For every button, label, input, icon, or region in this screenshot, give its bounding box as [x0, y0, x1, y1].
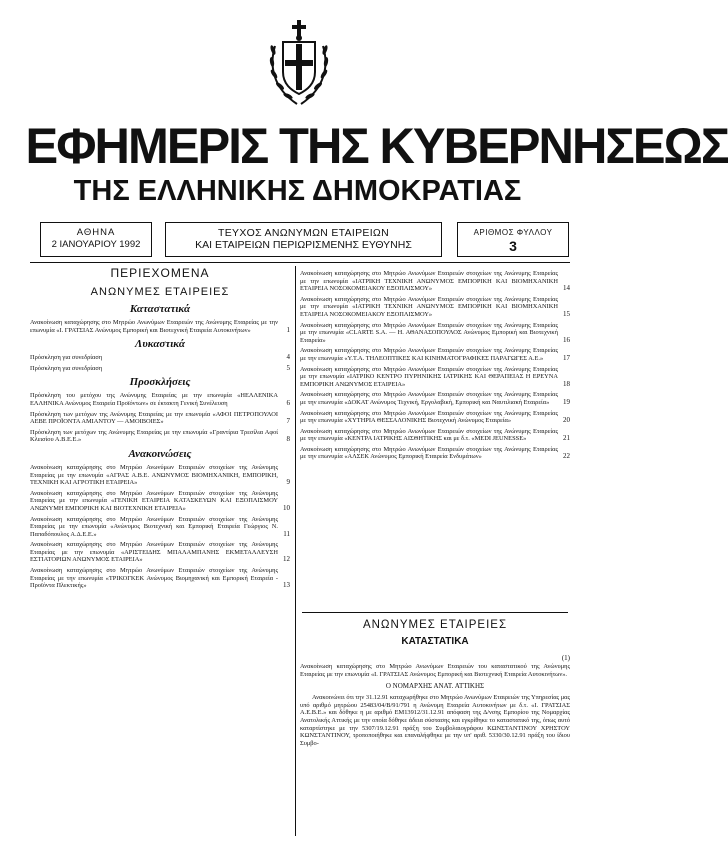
- toc-entry: [30, 567, 290, 590]
- toc-category-title: Προσκλήσεις: [129, 376, 191, 389]
- toc-entry-text: Ανακοίνωση καταχώρησης στο Μητρώο Ανωνύμων Εταιρειών στοιχείων της Ανώνυμης Εταιρείας με την επωνυμία «ΑΛΣΕΚ Ανώνυμος Εμπορική Εταιρεία Ενδυμάτων»: [300, 445, 558, 461]
- toc-entry-text: Πρόσκληση του μετόχου της Ανώνυμης Εταιρείας με την επωνυμία «ΗΕΛΛΕΝΙΚΑ ΕΛΛΗΝΙΚΑ Ανώνυμος Εταιρεία Προϊόντων» σε έκτακτη Γενική Συνέλευση: [30, 392, 278, 407]
- toc-entry-page: 8: [286, 435, 290, 444]
- toc-section-title: ΑΝΩΝΥΜΕΣ ΕΤΑΙΡΕΙΕΣ: [90, 286, 230, 298]
- toc-entry: [300, 428, 570, 443]
- toc-entry-page: 20: [563, 416, 570, 425]
- toc-entry-text: Ανακοίνωση καταχώρησης στο Μητρώο Ανωνύμων Εταιρειών στοιχείων της Ανώνυμης Εταιρείας με την επωνυμία «Ανώνυμος Βιοτεχνική και Εμπορική Εταιρεία Γεώργιος Ν. Παπαδόπουλος Α.Δ.Ε.Ε.»: [30, 515, 278, 538]
- toc-entry: [30, 464, 290, 487]
- toc-category-title: Καταστατικά: [129, 303, 191, 315]
- toc-entry: [30, 365, 290, 373]
- toc-category-title: Λυκαστικά: [135, 338, 185, 351]
- toc-entry-page: 21: [563, 434, 570, 443]
- toc-entry: [300, 270, 570, 293]
- issue-type-line2: ΚΑΙ ΕΤΑΙΡΕΙΩΝ ΠΕΡΙΩΡΙΣΜΕΝΗΣ ΕΥΘΥΝΗΣ: [195, 239, 412, 251]
- toc-entry-page: 1: [286, 325, 290, 334]
- toc-entry-text: Ανακοίνωση καταχώρησης στο Μητρώο Ανωνύμων Εταιρειών στοιχείων της Ανώνυμης Εταιρείας με την επωνυμία «ΓΕΝΙΚΗ ΕΤΑΙΡΕΙΑ ΚΑΤΑΣΚΕΥΩΝ ΚΑΙ ΕΞΟΠΛΙΣΜΟΥ ΑΝΩΝΥΜΗ ΕΜΠΟΡΙΚΗ ΚΑΙ ΒΙΟΤΕΧΝΙΚΗ ΕΤΑΙΡΕΙΑ»: [30, 489, 278, 512]
- greek-coat-of-arms-icon: [267, 16, 331, 110]
- toc-entry: [300, 322, 570, 345]
- toc-entry-page: 6: [286, 398, 290, 407]
- toc-entry-text: Ανακοίνωση καταχώρησης στο Μητρώο Ανωνύμων Εταιρειών στοιχείων της Ανώνυμης Εταιρείας με την επωνυμία «CLARTE S.A. — Η. ΑΘΑΝΑΣΟΠΟΥΛΟΣ Ανώνυμος Εμπορική και Βιοτεχνική Εταιρεία»: [300, 321, 558, 344]
- announcement-intro: Ανακοίνωση καταχώρησης στο Μητρώο Ανωνύμων Εταιρειών του καταστατικού της Ανώνυμης Εταιρείας με την επωνυμία «Ι. ΓΡΑΤΣΙΑΣ Ανώνυμος Εμπορική και Βιοτεχνική Εταιρεία Αυτοκινήτων».: [300, 663, 570, 678]
- toc-entry: [30, 392, 290, 407]
- body-section-title: ΑΝΩΝΥΜΕΣ ΕΤΑΙΡΕΙΕΣ: [362, 619, 508, 631]
- toc-entry: [300, 296, 570, 319]
- toc-category: [30, 448, 290, 590]
- authority-title: Ο ΝΟΜΑΡΧΗΣ ΑΝΑΤ. ΑΤΤΙΚΗΣ: [385, 682, 485, 691]
- toc-entry-text: Ανακοίνωση καταχώρησης στο Μητρώο Ανωνύμων Εταιρειών στοιχείων της Ανώνυμης Εταιρείας με την επωνυμία «ΧΥΤΗΡΙΑ ΘΕΣΣΑΛΟΝΙΚΗΣ Βιοτεχνική Ανώνυμος Εταιρεία»: [300, 409, 558, 425]
- sheet-number: 3: [509, 238, 517, 254]
- toc-entry-page: 10: [283, 503, 290, 512]
- toc-entry-page: 16: [563, 335, 570, 344]
- toc-entry-text: Ανακοίνωση καταχώρησης στο Μητρώο Ανωνύμων Εταιρειών στοιχείων της Ανώνυμης Εταιρείας με την επωνυμία «ΙΑΤΡΙΚΗ ΤΕΧΝΙΚΗ ΑΝΩΝΥΜΟΣ ΕΜΠΟΡΙΚΗ ΚΑΙ ΒΙΟΜΗΧΑΝΙΚΗ ΕΤΑΙΡΕΙΑ ΝΟΣΟΚΟΜΕΙΑΚΟΥ ΕΞΟΠΛΙΣΜΟΥ»: [300, 295, 558, 318]
- toc-entry: [30, 319, 290, 334]
- issue-date: 2 ΙΑΝΟΥΑΡΙΟΥ 1992: [51, 239, 141, 250]
- toc-entry-text: Ανακοίνωση καταχώρησης στο Μητρώο Ανωνύμων Εταιρειών στοιχείων της Ανώνυμης Εταιρείας με την επωνυμία «ΔΟΚΑΤ Ανώνυμος Τεχνική, Εργολαβική, Εμπορική και Ναυτιλιακή Εταιρεία»: [300, 391, 558, 406]
- toc-entry: [30, 541, 290, 564]
- toc-right-column: [300, 270, 570, 464]
- announcement-paragraph: Ανακοινώνει ότι την 31.12.91 καταχωρήθηκε στο Μητρώο Ανωνύμων Εταιρειών της Υπηρεσίας μας υπό αριθμό μητρώου 25483/04/Β/91/791 η Ανώνυμη Εταιρεία Αυτοκινήτων με δ.τ. «Ι. ΓΡΑΤΣΙΑΣ Α.Ε.Β.Ε.» και δόθηκε η με αριθμό ΕΜ13912/31.12.91 απόφαση της Δ/νσης Εμπορίου της Νομαρχίας Ανατολικής Αττικής με την οποία δόθηκε άδεια σύστασης και εγκρίθηκε το καταστατικό της, όπως αυτό καταρτίστηκε με την 5307/19.12.91 πράξη του Συμβολαιογράφου ΚΩΝΣΤΑΝΤΙΝΟΥ ΧΡΗΣΤΟΥ ΚΩΝΣΤΑΝΤΙΝΟΥ, τροποποιήθηκε και επαναλήφθηκε με την υπ' αριθ. 5330/30.12.91 πράξη του ίδιου Συμβο-: [300, 694, 570, 747]
- toc-entry-page: 15: [563, 309, 570, 318]
- toc-entry-text: Ανακοίνωση καταχώρησης στο Μητρώο Ανωνύμων Εταιρειών στοιχείων της Ανώνυμης Εταιρείας με την επωνυμία «ΚΕΝΤΡΑ ΙΑΤΡΙΚΗΣ ΑΙΣΘΗΤΙΚΗΣ και με δ.τ. «MEDI JEUNESSE»: [300, 427, 558, 443]
- toc-entry-text: Ανακοίνωση καταχώρησης στο Μητρώο Ανωνύμων Εταιρειών στοιχείων της Ανώνυμης Εταιρείας με την επωνυμία «ΑΓΡΑΣ Α.Β.Ε. ΑΝΩΝΥΜΟΣ ΒΙΟΜΗΧΑΝΙΚΗ, ΕΜΠΟΡΙΚΗ, ΤΕΧΝΙΚΗ ΚΑΙ ΑΓΡΟΤΙΚΗ ΕΤΑΙΡΕΙΑ»: [30, 463, 278, 487]
- toc-entry-page: 12: [283, 555, 290, 564]
- toc-entry-text: Ανακοίνωση καταχώρησης στο Μητρώο Ανωνύμων Εταιρειών στοιχείων της Ανώνυμης Εταιρείας με την επωνυμία «ΙΑΤΡΙΚΗ ΤΕΧΝΙΚΗ ΑΝΩΝΥΜΟΣ ΕΜΠΟΡΙΚΗ ΚΑΙ ΒΙΟΜΗΧΑΝΙΚΗ ΕΤΑΙΡΕΙΑ ΝΟΣΟΚΟΜΕΙΑΚΟΥ ΕΞΟΠΛΙΣΜΟΥ»: [300, 270, 558, 293]
- toc-entry-page: 5: [286, 363, 290, 372]
- issue-type-box: [165, 222, 442, 257]
- toc-entry: [300, 391, 570, 406]
- toc-title: ΠΕΡΙΕΧΟΜΕΝΑ: [110, 266, 210, 280]
- sheet-number-label: ΑΡΙΘΜΟΣ ΦΥΛΛΟΥ: [473, 228, 553, 237]
- toc-entry-page: 18: [563, 379, 570, 388]
- toc-entry-page: 19: [563, 397, 570, 406]
- toc-category: [30, 303, 290, 334]
- toc-entry: [30, 516, 290, 539]
- toc-entry-page: 4: [286, 353, 290, 362]
- gazette-subtitle: ΤΗΣ ΕΛΛΗΝΙΚΗΣ ΔΗΜΟΚΡΑΤΙΑΣ: [73, 175, 522, 207]
- toc-entry: [300, 366, 570, 389]
- header-divider: [30, 262, 570, 263]
- body-subsection-title: ΚΑΤΑΣΤΑΤΙΚΑ: [401, 636, 469, 647]
- toc-entry-page: 11: [283, 529, 290, 538]
- toc-category: [30, 338, 290, 372]
- toc-entry-text: Ανακοίνωση καταχώρησης στο Μητρώο Ανωνύμων Εταιρειών στοιχείων της Ανώνυμης Εταιρείας με την επωνυμία «Υ.Τ.Α. ΤΗΛΕΟΠΤΙΚΕΣ ΚΑΙ ΚΙΝΗΜΑΤΟΓΡΑΦΙΚΕΣ ΠΑΡΑΓΩΓΕΣ Α.Ε.»: [300, 347, 558, 362]
- toc-entry-text: Ανακοίνωση καταχώρησης στο Μητρώο Ανωνύμων Εταιρειών στοιχείων της Ανώνυμης Εταιρείας με την επωνυμία «ΤΡΙΚΟΓΚΕΚ Ανώνυμος Βιομηχανική και Εμπορική Εταιρεία - Προϊόντα Πλεκτικής»: [30, 567, 278, 590]
- toc-entry-page: 13: [283, 581, 290, 590]
- column-divider: [295, 266, 296, 836]
- toc-entry: [300, 347, 570, 362]
- toc-entry-page: 14: [563, 284, 570, 293]
- date-box: [40, 222, 152, 257]
- toc-entry-text: Πρόσκληση των μετόχων της Ανώνυμης Εταιρείας με την επωνυμία «Γραντίρια Τρεσίλια Αφοί Κλεισίου Α.Β.Ε.Ε.»: [30, 428, 278, 444]
- toc-entry-page: 22: [563, 452, 570, 461]
- issue-type-line1: ΤΕΥΧΟΣ ΑΝΩΝΥΜΩΝ ΕΤΑΙΡΕΙΩΝ: [218, 227, 389, 239]
- toc-entry: [300, 446, 570, 461]
- city-label: ΑΘΗΝΑ: [76, 227, 116, 238]
- toc-entry: [30, 429, 290, 444]
- toc-entry: [30, 411, 290, 426]
- toc-entry: [30, 354, 290, 362]
- toc-category: [30, 376, 290, 444]
- toc-entry: [30, 490, 290, 513]
- body-section: [300, 618, 570, 747]
- item-marker: (1): [561, 654, 570, 662]
- toc-entry-text: Πρόσκληση για συνεδρίαση: [30, 364, 103, 372]
- toc-entry: [300, 410, 570, 425]
- toc-entry-page: 7: [286, 417, 290, 426]
- toc-entry-text: Ανακοίνωση καταχώρησης στο Μητρώο Ανωνύμων Εταιρειών στοιχείων της Ανώνυμης Εταιρείας με την επωνυμία «ΙΑΤΡΙΚΟ ΚΕΝΤΡΟ ΠΥΡΗΝΙΚΗΣ ΙΑΤΡΙΚΗΣ ΚΑΙ ΘΕΡΑΠΕΙΑΣ Η ΕΡΕΥΝΑ ΕΜΠΟΡΙΚΗ ΑΝΩΝΥΜΟΣ ΕΤΑΙΡΕΙΑ»: [300, 365, 558, 388]
- toc-entry-page: 17: [563, 353, 570, 362]
- toc-entry-text: Πρόσκληση για συνεδρίαση: [30, 354, 103, 362]
- section-divider: [302, 612, 568, 613]
- gazette-title: ΕΦΗΜΕΡΙΣ ΤΗΣ ΚΥΒΕΡΝΗΣΕΩΣ: [25, 118, 728, 174]
- toc-left-column: [30, 266, 290, 593]
- toc-entry-text: Ανακοίνωση καταχώρησης στο Μητρώο Ανωνύμων Εταιρειών στοιχείων της Ανώνυμης Εταιρείας με την επωνυμία «ΑΡΙΣΤΕΙΔΗΣ ΜΠΑΛΑΜΠΑΝΗΣ ΕΚΜΕΤΑΛΛΕΥΣΗ ΕΣΤΙΑΤΟΡΙΩΝ ΑΝΩΝΥΜΟΣ ΕΤΑΙΡΕΙΑ»: [30, 541, 278, 564]
- sheet-number-box: [457, 222, 569, 257]
- toc-entry-text: Πρόσκληση των μετόχων της Ανώνυμης Εταιρείας με την επωνυμία «ΑΦΟΙ ΠΕΤΡΟΠΟΥΛΟΙ ΑΕΒΕ ΠΡΟΪΟΝΤΑ ΑΜΙΑΝΤΟΥ — ΑΜΟΙΒΟΙΕΣ»: [30, 410, 278, 426]
- toc-entry-text: Ανακοίνωση καταχώρησης στο Μητρώο Ανωνύμων Εταιρειών της Ανώνυμης Εταιρείας με την επωνυμία «Ι. ΓΡΑΤΣΙΑΣ Ανώνυμος Εμπορική και Βιοτεχνική Εταιρεία Αυτοκινήτων»: [30, 319, 278, 334]
- toc-category-title: Ανακοινώσεις: [128, 447, 192, 460]
- toc-entry-page: 9: [286, 478, 290, 487]
